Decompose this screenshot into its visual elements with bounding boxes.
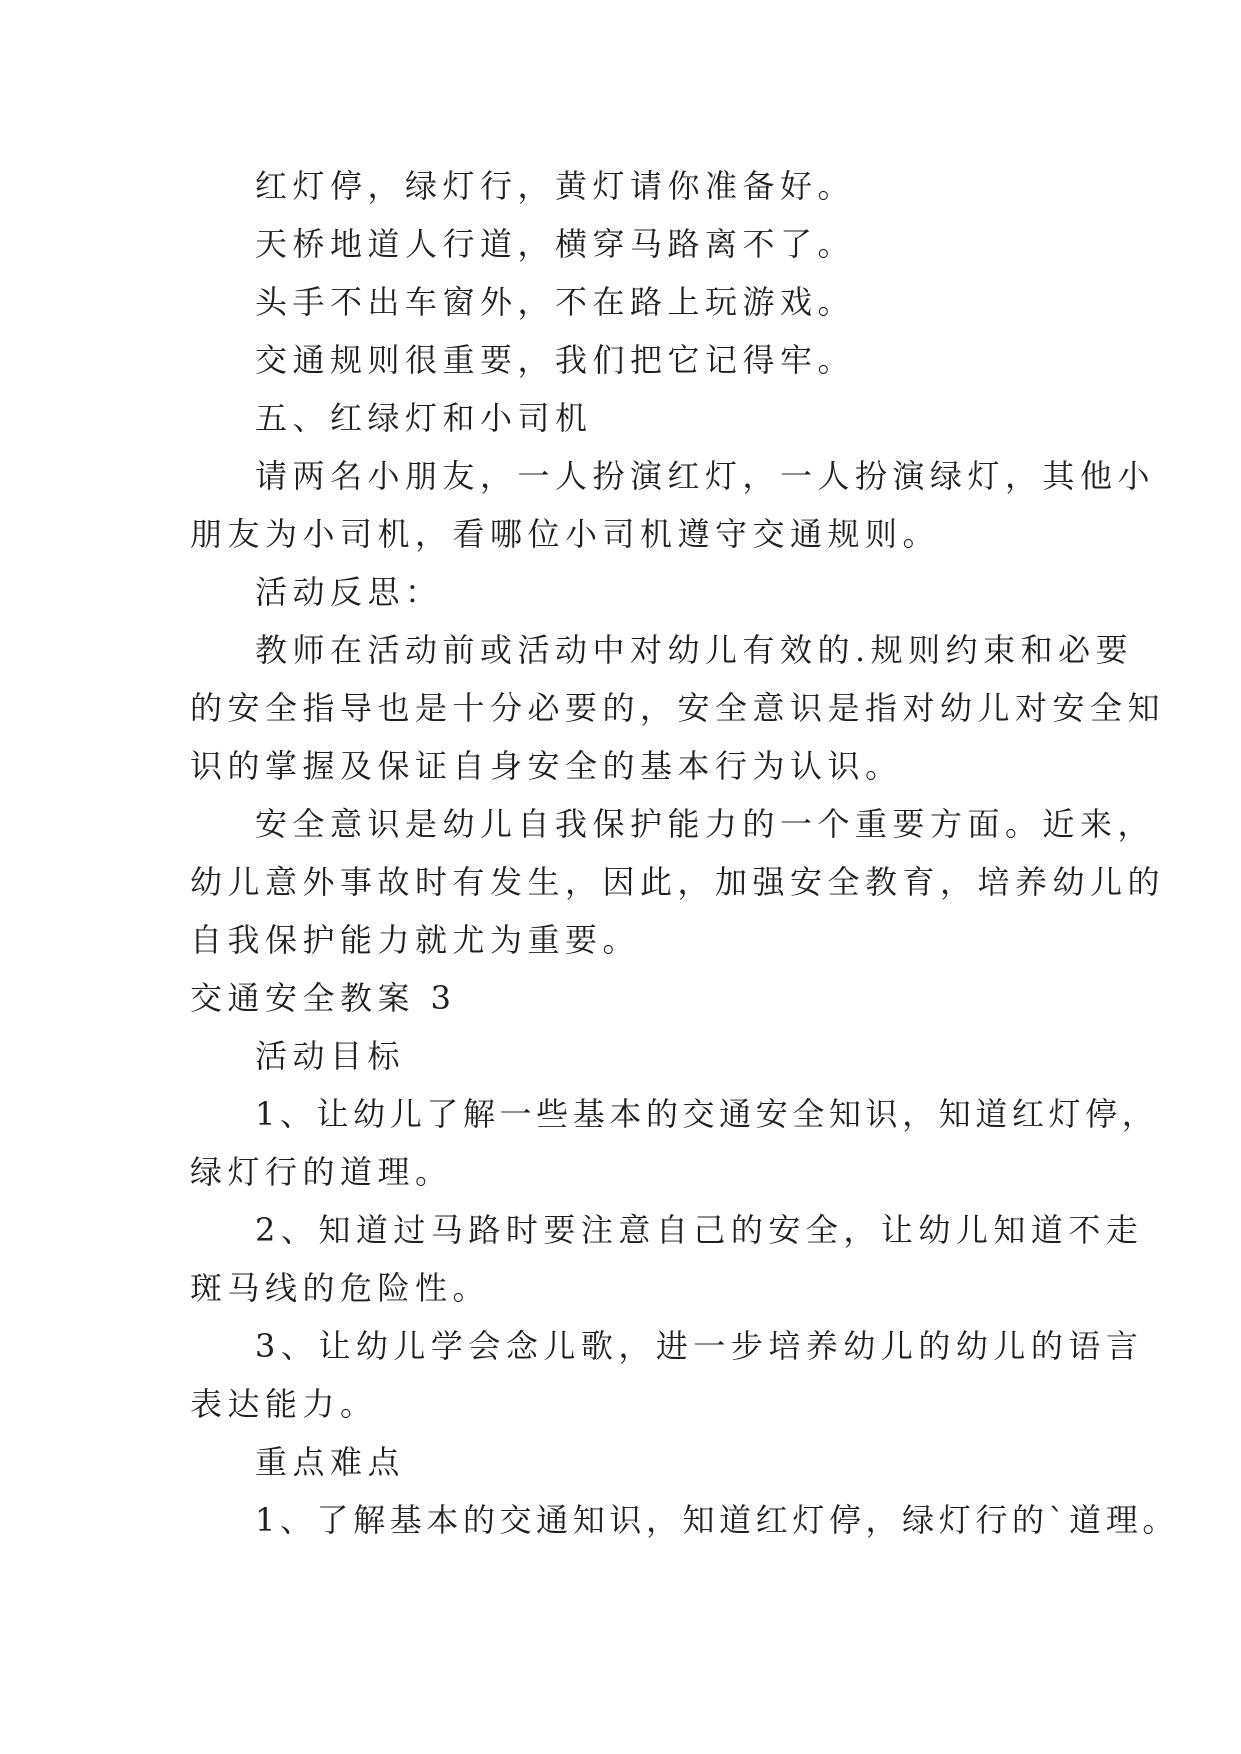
text-line: 头手不出车窗外，不在路上玩游戏。 <box>255 283 856 321</box>
text-line: 朋友为小司机，看哪位小司机遵守交通规则。 <box>190 515 941 553</box>
text-line: 的安全指导也是十分必要的，安全意识是指对幼儿对安全知 <box>190 689 1166 727</box>
text-line: 教师在活动前或活动中对幼儿有效的.规则约束和必要 <box>255 631 1134 669</box>
text-line: 请两名小朋友，一人扮演红灯，一人扮演绿灯，其他小 <box>255 457 1156 495</box>
text-line: 交通规则很重要，我们把它记得牢。 <box>255 341 856 379</box>
section-heading: 活动目标 <box>255 1037 406 1075</box>
text-line: 斑马线的危险性。 <box>190 1269 491 1307</box>
text-line: 3、让幼儿学会念儿歌，进一步培养幼儿的幼儿的语言 <box>255 1327 1144 1365</box>
text-line: 绿灯行的道理。 <box>190 1153 453 1191</box>
text-line: 1、让幼儿了解一些基本的交通安全知识，知道红灯停， <box>255 1095 1159 1133</box>
document-title: 交通安全教案 3 <box>190 979 457 1017</box>
section-heading: 五、红绿灯和小司机 <box>255 399 593 437</box>
text-line: 安全意识是幼儿自我保护能力的一个重要方面。近来， <box>255 805 1156 843</box>
text-line: 幼儿意外事故时有发生，因此，加强安全教育，培养幼儿的 <box>190 863 1166 901</box>
text-line: 识的掌握及保证自身安全的基本行为认识。 <box>190 747 903 785</box>
text-line: 红灯停，绿灯行，黄灯请你准备好。 <box>255 167 856 205</box>
text-line: 1、了解基本的交通知识，知道红灯停，绿灯行的`道理。 <box>255 1501 1179 1539</box>
text-line: 自我保护能力就尤为重要。 <box>190 921 641 959</box>
text-line: 2、知道过马路时要注意自己的安全，让幼儿知道不走 <box>255 1211 1144 1249</box>
text-line: 天桥地道人行道，横穿马路离不了。 <box>255 225 856 263</box>
text-line: 表达能力。 <box>190 1385 378 1423</box>
section-heading: 重点难点 <box>255 1443 406 1481</box>
section-heading: 活动反思： <box>255 573 443 611</box>
